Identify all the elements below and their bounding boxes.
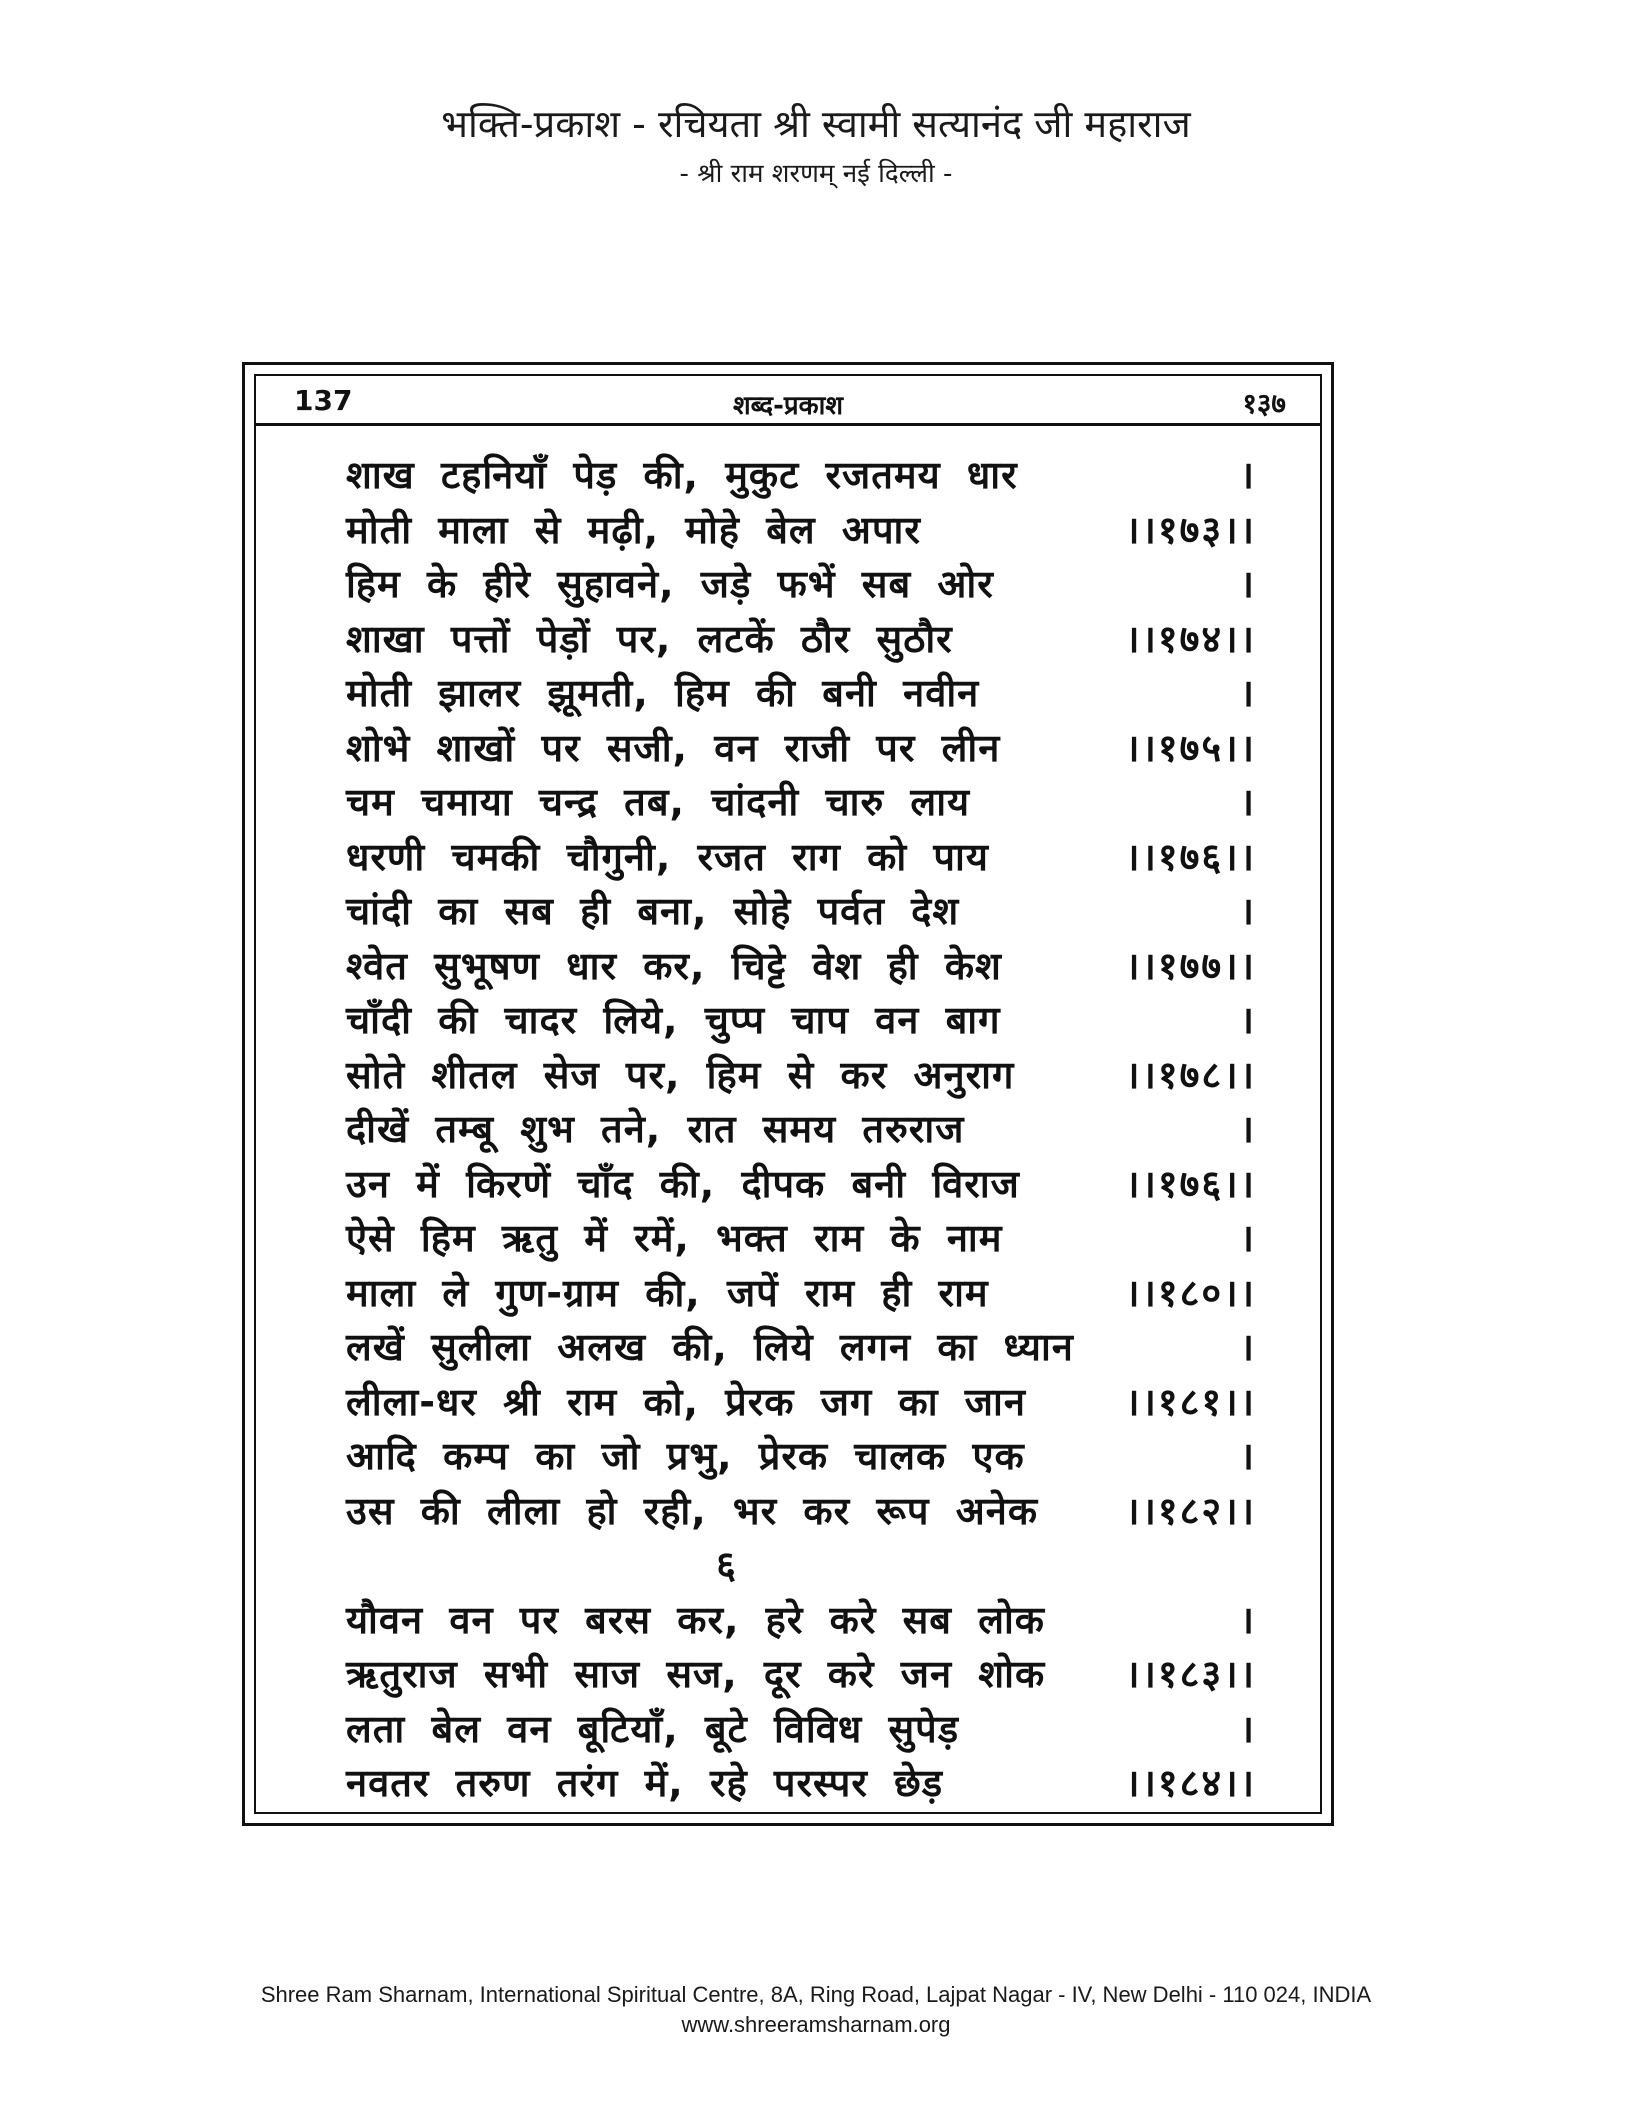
footer-address: Shree Ram Sharnam, International Spiritual Centre, 8A, Ring Road, Lajpat Nagar - IV, New Delhi - 110 024, INDIA — [260, 1982, 1372, 2007]
verse-text: शोभे शाखों पर सजी, वन राजी पर लीन — [346, 725, 1001, 770]
book-section-title: शब्द-प्रकाश — [732, 391, 844, 421]
verse-line — [346, 993, 1256, 1048]
verse-number: । — [1239, 780, 1256, 824]
verse-line — [346, 1266, 1256, 1321]
header-title: भक्ति-प्रकाश - रचियता श्री स्वामी सत्यानंद जी महाराज — [441, 102, 1191, 146]
verse-line — [346, 612, 1256, 667]
verse-text: ऐसे हिम ऋतु में रमें, भक्त राम के नाम — [346, 1216, 1003, 1260]
verse-text: नवतर तरुण तरंग में, रहे परस्पर छेड़ — [346, 1761, 944, 1805]
verse-line — [346, 666, 1256, 721]
verse-number: ।।१७७।। — [1125, 943, 1256, 988]
verse-line — [346, 1756, 1256, 1811]
verse-line — [346, 1593, 1256, 1648]
verse-text: चाँदी की चादर लिये, चुप्प चाप वन बाग — [346, 998, 1001, 1042]
verse-text: शाखा पत्तों पेड़ों पर, लटकें ठौर सुठौर — [346, 616, 953, 661]
verse-line — [346, 1484, 1256, 1539]
footer-website-link[interactable]: www.shreeramsharnam.org — [681, 2012, 951, 2037]
verse-line — [346, 1048, 1256, 1103]
verse-text: लता बेल वन बूटियाँ, बूटे विविध सुपेड़ — [346, 1706, 960, 1751]
verse-line — [346, 884, 1256, 939]
verse-number: ।।१७६।। — [1125, 834, 1256, 879]
verse-text: उस की लीला हो रही, भर कर रूप अनेक — [346, 1488, 1039, 1533]
verse-line — [346, 557, 1256, 612]
verse-line — [346, 448, 1256, 503]
verse-text: सोते शीतल सेज पर, हिम से कर अनुराग — [346, 1052, 1015, 1097]
header-subtitle: - श्री राम शरणम् नई दिल्ली - — [679, 159, 953, 189]
verse-number: । — [1239, 562, 1256, 606]
verse-line — [346, 775, 1256, 830]
verse-text: चांदी का सब ही बना, सोहे पर्वत देश — [346, 889, 960, 933]
verse-line — [346, 721, 1256, 776]
verse-text: मोती झालर झूमती, हिम की बनी नवीन — [346, 671, 980, 715]
verse-line — [346, 503, 1256, 558]
verse-line — [346, 1102, 1256, 1157]
verse-number: । — [1239, 671, 1256, 715]
book-page-number-devanagari: १३७ — [1242, 387, 1286, 420]
verse-number: ।।१७५।। — [1125, 725, 1256, 770]
verse-text: हिम के हीरे सुहावने, जड़े फभें सब ओर — [346, 562, 994, 606]
verse-number: ।।१७६।। — [1125, 1161, 1256, 1206]
verse-number: ।।१७४।। — [1125, 616, 1256, 661]
verse-number: ।।१८०।। — [1125, 1270, 1256, 1315]
section-number-mark: ६ — [716, 1543, 736, 1587]
verse-text: लीला-धर श्री राम को, प्रेरक जग का जान — [346, 1379, 1026, 1424]
verse-block — [346, 448, 1256, 1811]
verse-number: । — [1239, 1434, 1256, 1478]
verse-text: श्वेत सुभूषण धार कर, चिट्टे वेश ही केश — [346, 943, 1002, 988]
verse-line — [346, 939, 1256, 994]
verse-line — [346, 830, 1256, 885]
verse-line — [346, 1702, 1256, 1757]
verse-text: माला ले गुण-ग्राम की, जपें राम ही राम — [346, 1270, 989, 1315]
verse-number: । — [1239, 453, 1256, 497]
verse-number: ।।१८४।। — [1125, 1761, 1256, 1805]
document-footer — [0, 1980, 1632, 2040]
verse-number: ।।१७८।। — [1125, 1052, 1256, 1097]
verse-number: ।।१८१।। — [1125, 1379, 1256, 1424]
verse-text: उन में किरणें चाँद की, दीपक बनी विराज — [346, 1161, 1020, 1206]
verse-number: । — [1239, 1216, 1256, 1260]
book-page-header — [254, 380, 1322, 426]
verse-number: । — [1239, 1107, 1256, 1151]
verse-number: । — [1239, 998, 1256, 1042]
verse-text: ऋतुराज सभी साज सज, दूर करे जन शोक — [346, 1652, 1046, 1696]
verse-number: । — [1239, 1325, 1256, 1369]
verse-text: मोती माला से मढ़ी, मोहे बेल अपार — [346, 507, 921, 552]
verse-line — [346, 1157, 1256, 1212]
verse-text: आदि कम्प का जो प्रभु, प्रेरक चालक एक — [346, 1434, 1025, 1478]
verse-line — [346, 1211, 1256, 1266]
verse-line — [346, 1647, 1256, 1702]
verse-line — [346, 1320, 1256, 1375]
verse-text: शाख टहनियाँ पेड़ की, मुकुट रजतमय धार — [346, 453, 1018, 497]
verse-number: ।।१८२।। — [1125, 1488, 1256, 1533]
verse-number: ।।१८३।। — [1125, 1652, 1256, 1696]
verse-text: धरणी चमकी चौगुनी, रजत राग को पाय — [346, 834, 989, 879]
verse-text: लखें सुलीला अलख की, लिये लगन का ध्यान — [346, 1325, 1074, 1369]
verse-line — [346, 1429, 1256, 1484]
verse-line — [346, 1375, 1256, 1430]
verse-text: यौवन वन पर बरस कर, हरे करे सब लोक — [346, 1597, 1045, 1642]
verse-number: । — [1239, 1597, 1256, 1642]
verse-text: दीखें तम्बू शुभ तने, रात समय तरुराज — [346, 1107, 965, 1151]
document-header — [0, 100, 1632, 194]
verse-text: चम चमाया चन्द्र तब, चांदनी चारु लाय — [346, 780, 971, 824]
verse-number: । — [1239, 889, 1256, 933]
verse-number: ।।१७३।। — [1125, 507, 1256, 552]
book-page-number-latin: 137 — [294, 384, 353, 417]
verse-number: । — [1239, 1706, 1256, 1751]
